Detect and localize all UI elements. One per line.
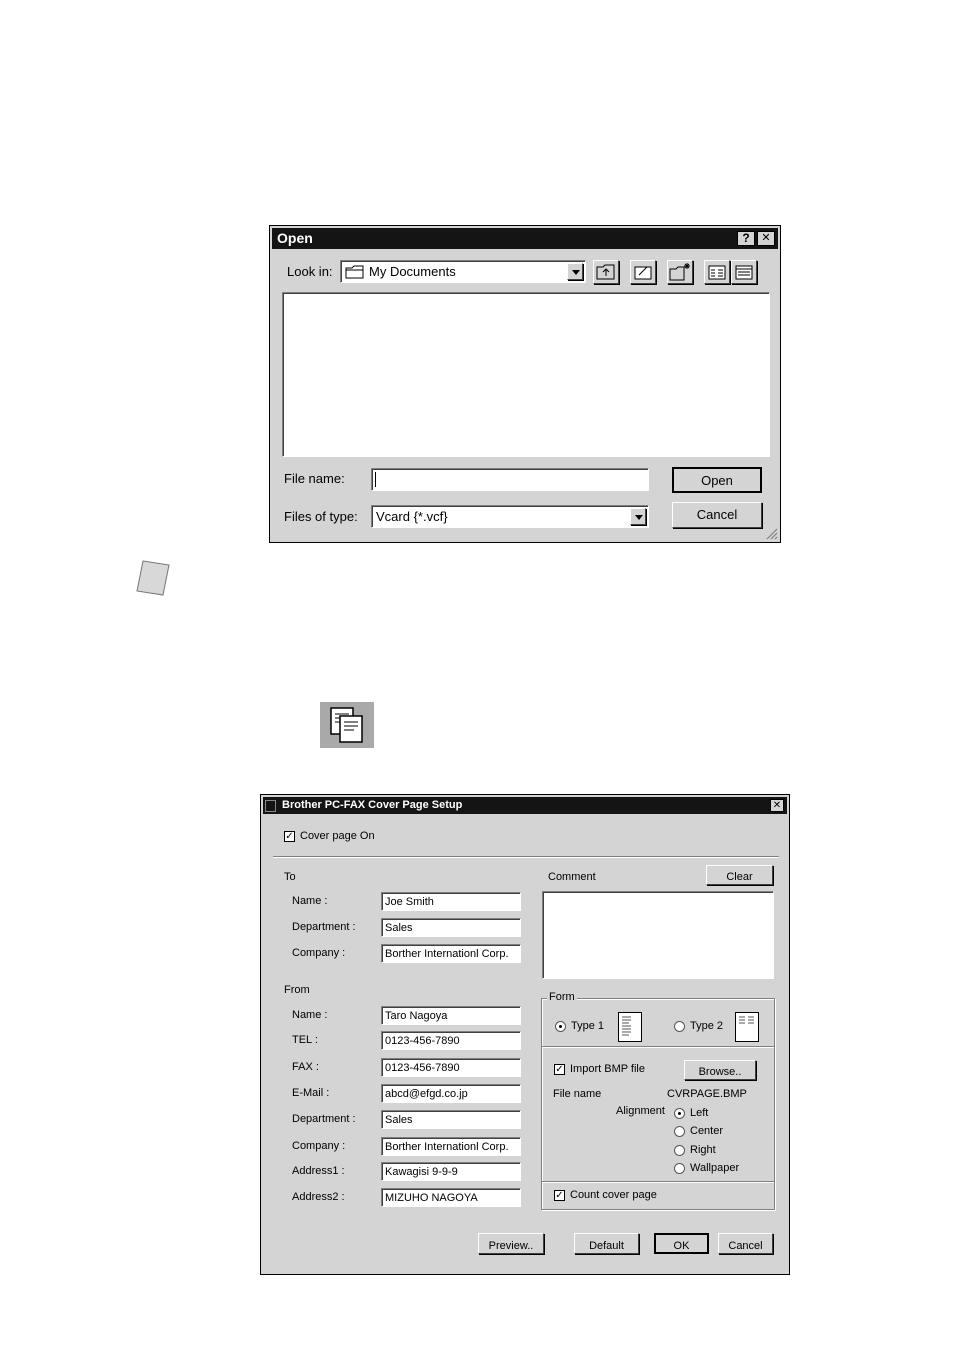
default-button-label: Default: [589, 1240, 624, 1252]
from-name-label: Name :: [292, 1009, 328, 1021]
look-in-dropdown[interactable]: [340, 260, 586, 283]
alignment-label: Alignment: [616, 1105, 665, 1117]
type1-radio[interactable]: [555, 1021, 566, 1032]
browse-button-label: Browse..: [698, 1066, 742, 1078]
new-folder-icon: [668, 261, 692, 283]
bmp-file-name-label: File name: [553, 1088, 602, 1100]
form-label: Form: [549, 991, 575, 1003]
import-bmp-checkbox[interactable]: ✓: [555, 1064, 564, 1075]
comment-label: Comment: [548, 871, 596, 883]
count-cover-checkbox[interactable]: ✓: [555, 1190, 564, 1201]
cancel-button-label: Cancel: [696, 507, 738, 522]
chevron-down-icon[interactable]: [630, 508, 646, 525]
ok-button-label: OK: [673, 1240, 690, 1252]
from-address2-label: Address2 :: [292, 1191, 345, 1203]
resize-grip-icon[interactable]: [764, 526, 778, 540]
list-view-button[interactable]: [704, 260, 730, 284]
type1-layout-icon: [619, 1013, 641, 1041]
type1-label: Type 1: [571, 1020, 605, 1032]
from-address1-label: Address1 :: [292, 1165, 345, 1177]
cancel-button-label: Cancel: [728, 1240, 763, 1252]
from-address1-input[interactable]: Kawagisi 9-9-9: [381, 1162, 521, 1181]
cover-page-setup-dialog: [260, 794, 790, 1275]
up-folder-icon: [594, 261, 618, 283]
count-cover-label: Count cover page: [570, 1189, 657, 1201]
align-left-radio[interactable]: [674, 1108, 685, 1119]
align-center-radio[interactable]: [674, 1126, 685, 1137]
details-view-icon: [732, 261, 756, 283]
to-name-input[interactable]: Joe Smith: [381, 892, 521, 911]
help-button[interactable]: ?: [737, 231, 755, 246]
to-company-input[interactable]: Borther Internationl Corp.: [381, 944, 521, 963]
align-right-radio[interactable]: [674, 1145, 685, 1156]
chevron-down-icon[interactable]: [567, 263, 583, 280]
open-button[interactable]: [672, 467, 762, 493]
from-department-input[interactable]: Sales: [381, 1110, 521, 1129]
align-right-label: Right: [690, 1144, 716, 1156]
from-tel-label: TEL :: [292, 1034, 318, 1046]
form-divider: [542, 1046, 774, 1048]
look-in-label: Look in:: [287, 264, 333, 279]
from-name-input[interactable]: Taro Nagoya: [381, 1006, 521, 1025]
cancel-button[interactable]: [718, 1233, 773, 1254]
note-icon: [135, 558, 175, 598]
open-dialog: [269, 225, 781, 543]
from-address2-input[interactable]: MIZUHO NAGOYA: [381, 1188, 521, 1207]
align-left-label: Left: [690, 1107, 709, 1119]
files-of-type-value: Vcard {*.vcf}: [376, 509, 448, 524]
preview-button-label: Preview..: [488, 1240, 534, 1252]
from-email-input[interactable]: abcd@efgd.co.jp: [381, 1084, 521, 1103]
ok-button[interactable]: [654, 1233, 709, 1254]
type2-label: Type 2: [690, 1020, 724, 1032]
documents-icon: [320, 702, 374, 748]
open-button-label: Open: [701, 473, 733, 488]
from-fax-input[interactable]: 0123-456-7890: [381, 1058, 521, 1077]
to-name-label: Name :: [292, 895, 328, 907]
from-tel-input[interactable]: 0123-456-7890: [381, 1031, 521, 1050]
close-button[interactable]: ✕: [770, 799, 784, 812]
file-name-input[interactable]: [371, 468, 649, 491]
to-department-input[interactable]: Sales: [381, 918, 521, 937]
list-view-icon: [705, 261, 729, 283]
preview-button[interactable]: [478, 1233, 544, 1254]
up-one-level-button[interactable]: [593, 260, 619, 284]
comment-textarea[interactable]: [542, 891, 774, 979]
count-divider: [542, 1181, 774, 1183]
files-of-type-label: Files of type:: [284, 509, 358, 524]
to-department-label: Department :: [292, 921, 356, 933]
align-wallpaper-radio[interactable]: [674, 1163, 685, 1174]
from-fax-label: FAX :: [292, 1061, 319, 1073]
from-department-label: Department :: [292, 1113, 356, 1125]
file-name-label: File name:: [284, 471, 345, 486]
open-dialog-titlebar: [272, 228, 778, 249]
clear-button-label: Clear: [726, 871, 753, 883]
bmp-file-name-value: CVRPAGE.BMP: [667, 1088, 747, 1100]
type2-page-icon: [735, 1012, 759, 1042]
cover-page-on-checkbox[interactable]: ✓: [285, 831, 294, 842]
app-icon: [265, 800, 276, 812]
type1-page-icon: [618, 1012, 642, 1042]
from-email-label: E-Mail :: [292, 1087, 330, 1099]
cover-dialog-title: Brother PC-FAX Cover Page Setup: [282, 799, 463, 811]
cancel-button[interactable]: [672, 502, 762, 528]
import-bmp-label: Import BMP file: [570, 1063, 645, 1075]
from-company-label: Company :: [292, 1140, 346, 1152]
align-center-label: Center: [690, 1125, 724, 1137]
close-button[interactable]: ✕: [757, 231, 775, 246]
to-company-label: Company :: [292, 947, 346, 959]
look-in-value: My Documents: [369, 264, 456, 279]
cover-page-toolbar-icon: [320, 702, 374, 748]
clear-button[interactable]: [706, 865, 773, 885]
from-heading: From: [284, 984, 310, 996]
files-of-type-dropdown[interactable]: [371, 505, 649, 528]
desktop-button[interactable]: [630, 260, 656, 284]
type2-radio[interactable]: [674, 1021, 685, 1032]
folder-icon: [345, 264, 365, 280]
new-folder-button[interactable]: [667, 260, 693, 284]
browse-button[interactable]: [684, 1060, 756, 1080]
details-view-button[interactable]: [731, 260, 757, 284]
from-company-input[interactable]: Borther Internationl Corp.: [381, 1137, 521, 1156]
cover-page-on-label: Cover page On: [300, 830, 375, 842]
divider: [273, 856, 779, 858]
cover-dialog-titlebar: [263, 797, 787, 814]
open-dialog-title: Open: [277, 230, 313, 246]
type2-layout-icon: [736, 1013, 758, 1041]
text-cursor: [375, 472, 376, 487]
desktop-icon: [631, 261, 655, 283]
align-wallpaper-label: Wallpaper: [690, 1162, 740, 1174]
default-button[interactable]: [574, 1233, 639, 1254]
file-list[interactable]: [282, 292, 770, 457]
to-heading: To: [284, 871, 296, 883]
